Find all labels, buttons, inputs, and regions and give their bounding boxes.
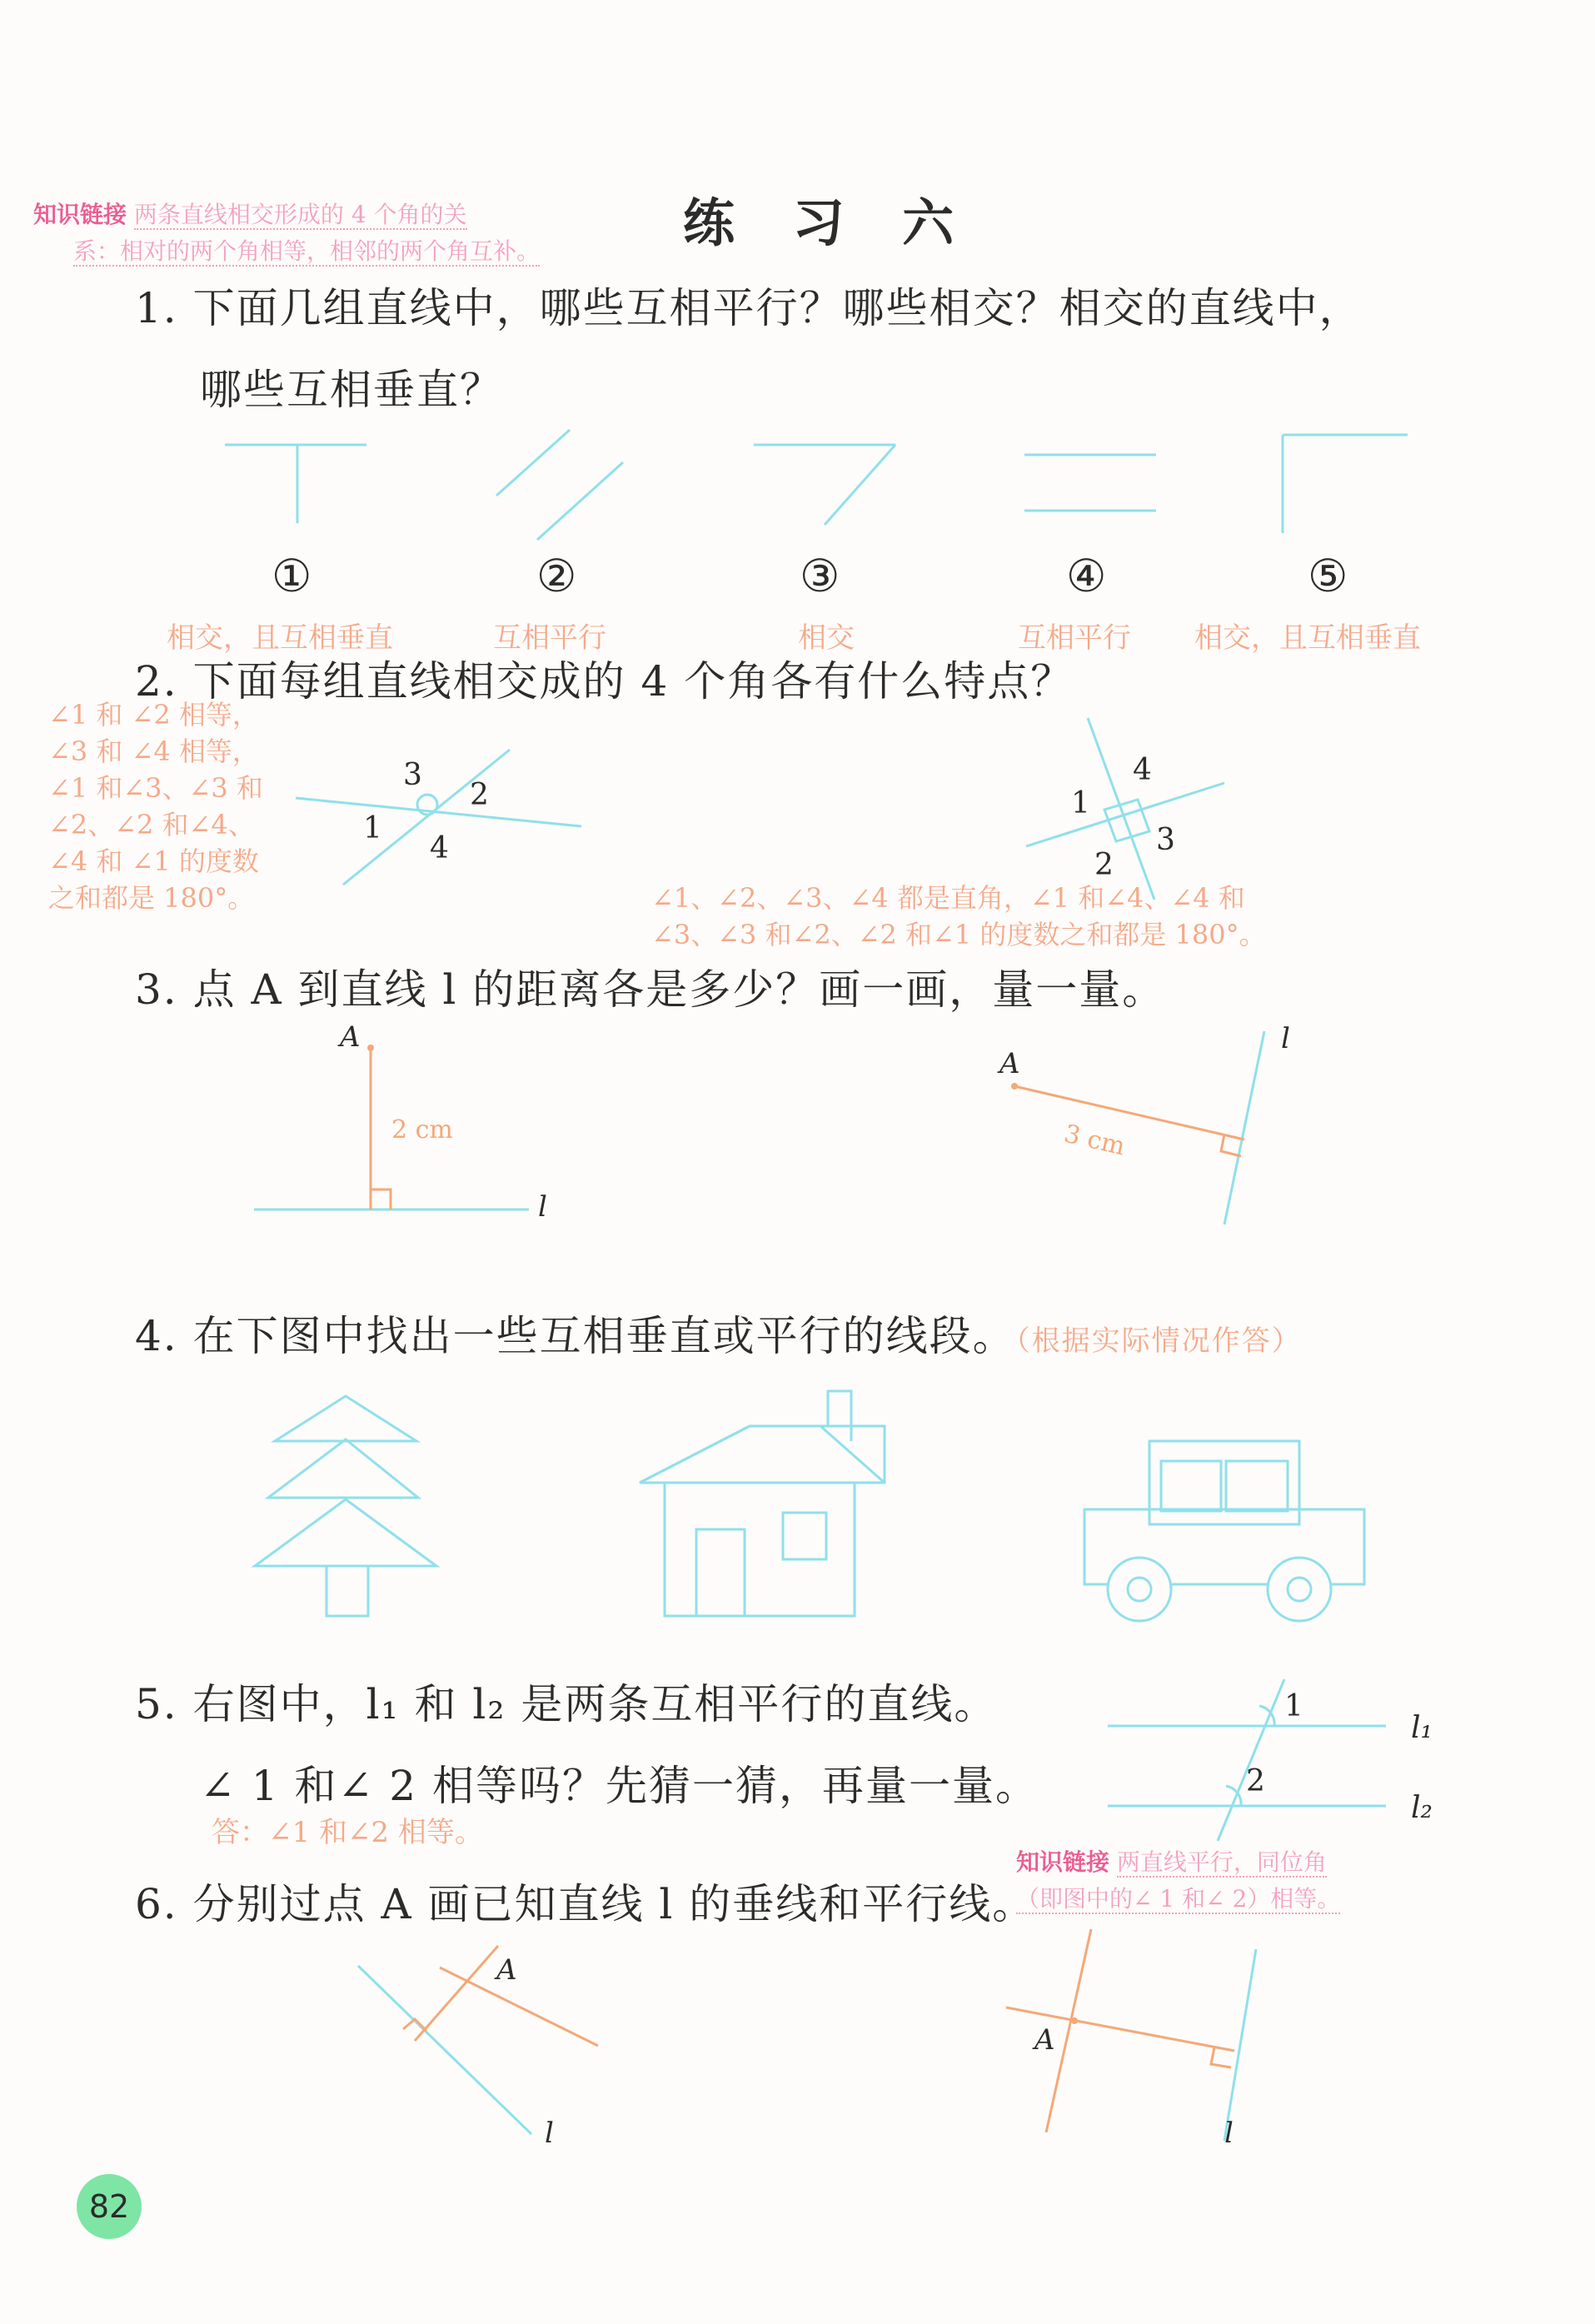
q2-right-line-a [1026,783,1224,846]
knowledge-link-q6 [1016,1844,1340,1918]
page-title: 练 习 六 [683,192,974,253]
knowledge-q6-text-1: 两直线平行，同位角 [1116,1848,1327,1876]
house-roof-left [640,1426,750,1483]
q2-left-angle-2: 2 [470,778,489,812]
car-wheel-left [1108,1558,1171,1621]
knowledge-q6-text-2: （即图中的∠ 1 和∠ 2）相等。 [1016,1885,1341,1913]
q1-answer-1: 相交，且互相垂直 [167,621,393,655]
tree-middle-triangle [268,1439,418,1498]
q3-right-perpendicular [1014,1086,1244,1140]
q2-right-answer-line: ∠1、∠2、∠3、∠4 都是直角，∠1 和∠4、∠4 和 [651,882,1245,914]
q6-left-parallel [440,1967,598,2046]
q3-left-point-a-dot [367,1045,374,1051]
house-chimney [828,1391,851,1441]
q2-left-answer-line: ∠1 和 ∠2 相等， [48,699,259,731]
q2-left-answer-line: ∠1 和∠3、∠3 和 [48,772,263,804]
house-window [783,1513,826,1559]
q2-left-angle-3: 3 [403,758,422,792]
q3-left-right-angle-mark [371,1189,391,1209]
q6-right-point-a: A [1034,2023,1055,2057]
fig3-label: ③ [800,550,840,602]
q2-left-answer-line: 之和都是 180°。 [48,882,255,914]
knowledge-tag: 知识链接 [1016,1848,1110,1876]
q6-text: 6. 分别过点 A 画已知直线 l 的垂线和平行线。 [135,1880,1036,1928]
q1-answer-3: 相交 [798,621,855,655]
q3-right-point-a-dot [1011,1083,1018,1090]
q1-answer-5: 相交，且互相垂直 [1194,621,1421,655]
q2-figures [0,700,1595,900]
q2-text: 2. 下面每组直线相交成的 4 个角各有什么特点？ [135,657,1074,706]
fig2-line-b [537,462,623,540]
q6-left-perpendicular [415,1946,498,2041]
q3-right-point-a: A [999,1047,1020,1080]
q4-question: 4. 在下图中找出一些互相垂直或平行的线段。 [135,1312,1016,1360]
q5-line1: 5. 右图中，l₁ 和 l₂ 是两条互相平行的直线。 [135,1680,998,1728]
q5-angle-2-label: 2 [1246,1764,1265,1798]
q6-left-line-l [358,1966,531,2134]
q4-figures [0,1383,1595,1633]
q5-transversal [1218,1679,1284,1841]
q5-figure [0,1666,1595,1858]
q2-right-answer [651,880,1266,953]
q6-left-right-angle-mark [403,2019,426,2031]
q5-line2: ∠ 1 和∠ 2 相等吗？先猜一猜，再量一量。 [200,1762,1039,1810]
q1-line2: 哪些互相垂直？ [200,366,503,414]
q1-line1: 1. 下面几组直线中，哪些互相平行？哪些相交？相交的直线中， [135,284,1363,332]
q3-text: 3. 点 A 到直线 l 的距离各是多少？画一画，量一量。 [135,965,1166,1014]
fig4-label: ④ [1066,550,1107,602]
house-door [696,1529,745,1616]
q6-right-point-a-dot [1071,2017,1078,2024]
q5-l1-label: l₁ [1411,1711,1433,1745]
q2-left-line-a [296,798,581,826]
q3-figures [0,1016,1595,1249]
q4-text [135,1303,1302,1363]
page-number: 82 [77,2174,142,2239]
q6-left-label-l: l [545,2117,554,2150]
q3-right-line-l [1224,1031,1264,1224]
q3-right-distance: 3 cm [1061,1119,1129,1162]
q4-hint: （根据实际情况作答） [1015,1324,1302,1358]
fig1-label: ① [272,550,312,602]
q3-right-label-l: l [1281,1022,1290,1055]
knowledge-link-top [33,197,540,270]
knowledge-text-1: 两条直线相交形成的 4 个角的关 [133,201,467,228]
q6-figures [0,1916,1595,2166]
q2-right-angle-1: 1 [1071,786,1090,820]
car-window-left [1161,1461,1221,1511]
fig5-label: ⑤ [1308,550,1348,602]
q1-answer-2: 互相平行 [493,621,606,655]
fig2-line-a [496,430,570,496]
q5-angle-1-label: 1 [1284,1689,1303,1723]
q2-left-answer-line: ∠2、∠2 和∠4、 [48,809,255,840]
q2-left-angle-4: 4 [430,831,449,865]
q2-right-answer-line: ∠3、∠3 和∠2、∠2 和∠1 的度数之和都是 180°。 [651,919,1266,950]
q2-right-angle-3: 3 [1156,823,1175,857]
q5-l2-label: l₂ [1411,1791,1433,1825]
q3-left-distance: 2 cm [391,1115,453,1145]
q2-left-answer-line: ∠4 和 ∠1 的度数 [48,845,259,877]
tree-top-triangle [275,1396,416,1441]
q1-line-figures [0,416,1595,550]
q2-left-answer-line: ∠3 和 ∠4 相等， [48,736,259,767]
q6-right-label-l: l [1224,2117,1234,2150]
knowledge-text-2: 系：相对的两个角相等，相邻的两个角互补。 [73,237,541,265]
q2-left-angle-1: 1 [363,811,382,845]
q6-right-line-l [1224,1949,1256,2141]
tree-bottom-triangle [255,1499,436,1566]
knowledge-tag: 知识链接 [33,201,127,228]
q2-right-angle-4: 4 [1133,753,1152,787]
q3-left-point-a: A [340,1020,361,1054]
house-roof-outline [640,1426,885,1483]
car-wheel-right [1268,1558,1331,1621]
fig3-slanted-line [825,445,895,525]
q2-right-right-angle-mark [1104,800,1149,841]
fig2-label: ② [536,550,577,602]
tree-trunk [326,1566,368,1616]
q2-right-angle-2: 2 [1094,848,1114,882]
q5-answer: 答：∠1 和∠2 相等。 [212,1816,483,1849]
q6-left-point-a: A [496,1953,517,1987]
q3-left-label-l: l [538,1190,547,1224]
car-window-right [1226,1461,1288,1511]
q1-answer-4: 互相平行 [1018,621,1131,655]
